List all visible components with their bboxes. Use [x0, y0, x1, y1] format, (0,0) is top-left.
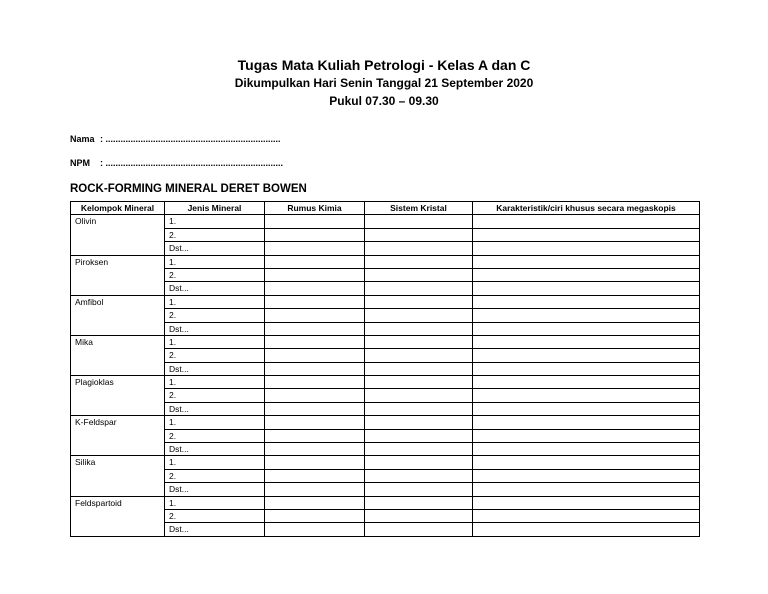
- table-row: [71, 335, 700, 348]
- sistem-kristal-cell[interactable]: [365, 523, 473, 536]
- jenis-mineral-cell[interactable]: 1.: [165, 295, 265, 308]
- jenis-mineral-cell[interactable]: 1.: [165, 496, 265, 509]
- rumus-kimia-cell[interactable]: [265, 309, 365, 322]
- npm-field: [70, 158, 283, 168]
- table-row: [71, 295, 700, 308]
- table-row: [71, 255, 700, 268]
- mineral-group-cell: [71, 523, 165, 536]
- rumus-kimia-cell[interactable]: [265, 456, 365, 469]
- mineral-group-cell: [71, 362, 165, 375]
- mineral-group-label: Piroksen: [71, 255, 165, 268]
- karakteristik-cell[interactable]: [473, 295, 700, 308]
- sistem-kristal-cell[interactable]: [365, 215, 473, 228]
- rumus-kimia-cell[interactable]: [265, 376, 365, 389]
- jenis-mineral-cell[interactable]: Dst...: [165, 362, 265, 375]
- sistem-kristal-cell[interactable]: [365, 309, 473, 322]
- sistem-kristal-cell[interactable]: [365, 496, 473, 509]
- table-row: [71, 309, 700, 322]
- name-field: [70, 134, 281, 144]
- jenis-mineral-cell[interactable]: 1.: [165, 416, 265, 429]
- npm-blank: : .......................................................................: [100, 158, 284, 168]
- header-kelompok-mineral: Kelompok Mineral: [71, 202, 165, 215]
- rumus-kimia-cell[interactable]: [265, 268, 365, 281]
- rumus-kimia-cell[interactable]: [265, 215, 365, 228]
- rumus-kimia-cell[interactable]: [265, 389, 365, 402]
- name-label: Nama: [70, 134, 95, 144]
- jenis-mineral-cell[interactable]: 2.: [165, 349, 265, 362]
- mineral-group-cell: [71, 509, 165, 522]
- sistem-kristal-cell[interactable]: [365, 295, 473, 308]
- sistem-kristal-cell[interactable]: [365, 416, 473, 429]
- karakteristik-cell[interactable]: [473, 389, 700, 402]
- karakteristik-cell[interactable]: [473, 335, 700, 348]
- table-row: [71, 389, 700, 402]
- karakteristik-cell[interactable]: [473, 255, 700, 268]
- sistem-kristal-cell[interactable]: [365, 242, 473, 255]
- mineral-group-label: Plagioklas: [71, 376, 165, 389]
- jenis-mineral-cell[interactable]: 2.: [165, 389, 265, 402]
- jenis-mineral-cell[interactable]: Dst...: [165, 483, 265, 496]
- table-row: [71, 456, 700, 469]
- mineral-group-cell: [71, 349, 165, 362]
- sistem-kristal-cell[interactable]: [365, 349, 473, 362]
- rumus-kimia-cell[interactable]: [265, 416, 365, 429]
- table-row: [71, 416, 700, 429]
- karakteristik-cell[interactable]: [473, 322, 700, 335]
- section-title: ROCK-FORMING MINERAL DERET BOWEN: [70, 183, 307, 195]
- jenis-mineral-cell[interactable]: 1.: [165, 215, 265, 228]
- mineral-group-cell: [71, 322, 165, 335]
- name-blank: : ......................................................................: [100, 134, 281, 144]
- mineral-group-cell: [71, 443, 165, 456]
- rumus-kimia-cell[interactable]: [265, 295, 365, 308]
- karakteristik-cell[interactable]: [473, 416, 700, 429]
- karakteristik-cell[interactable]: [473, 496, 700, 509]
- mineral-group-cell: [71, 429, 165, 442]
- table-row: [71, 429, 700, 442]
- header-jenis-mineral: Jenis Mineral: [165, 202, 265, 215]
- mineral-group-cell: [71, 309, 165, 322]
- npm-label: NPM: [70, 158, 90, 168]
- table-row: [71, 242, 700, 255]
- mineral-group-cell: [71, 483, 165, 496]
- sistem-kristal-cell[interactable]: [365, 456, 473, 469]
- jenis-mineral-cell[interactable]: 1.: [165, 255, 265, 268]
- mineral-group-label: Silika: [71, 456, 165, 469]
- mineral-group-label: Mika: [71, 335, 165, 348]
- rumus-kimia-cell[interactable]: [265, 322, 365, 335]
- sistem-kristal-cell[interactable]: [365, 362, 473, 375]
- rumus-kimia-cell[interactable]: [265, 483, 365, 496]
- table-row: [71, 215, 700, 228]
- sistem-kristal-cell[interactable]: [365, 228, 473, 241]
- karakteristik-cell[interactable]: [473, 228, 700, 241]
- rumus-kimia-cell[interactable]: [265, 362, 365, 375]
- table-row: [71, 483, 700, 496]
- jenis-mineral-cell[interactable]: 2.: [165, 268, 265, 281]
- karakteristik-cell[interactable]: [473, 523, 700, 536]
- header-sistem-kristal: Sistem Kristal: [365, 202, 473, 215]
- mineral-group-label: K-Feldspar: [71, 416, 165, 429]
- sistem-kristal-cell[interactable]: [365, 469, 473, 482]
- karakteristik-cell[interactable]: [473, 509, 700, 522]
- document-title: Tugas Mata Kuliah Petrologi - Kelas A dan C: [237, 57, 531, 73]
- sistem-kristal-cell[interactable]: [365, 376, 473, 389]
- mineral-group-label: Feldspartoid: [71, 496, 165, 509]
- karakteristik-cell[interactable]: [473, 469, 700, 482]
- mineral-group-cell: [71, 469, 165, 482]
- rumus-kimia-cell[interactable]: [265, 349, 365, 362]
- rumus-kimia-cell[interactable]: [265, 335, 365, 348]
- jenis-mineral-cell[interactable]: Dst...: [165, 242, 265, 255]
- document-subtitle: Dikumpulkan Hari Senin Tanggal 21 September 2020: [234, 76, 534, 90]
- jenis-mineral-cell[interactable]: Dst...: [165, 282, 265, 295]
- karakteristik-cell[interactable]: [473, 215, 700, 228]
- jenis-mineral-cell[interactable]: Dst...: [165, 322, 265, 335]
- table-row: [71, 496, 700, 509]
- mineral-table: [70, 201, 700, 537]
- jenis-mineral-cell[interactable]: 2.: [165, 309, 265, 322]
- table-row: [71, 282, 700, 295]
- rumus-kimia-cell[interactable]: [265, 443, 365, 456]
- document-time: Pukul 07.30 – 09.30: [329, 94, 439, 108]
- karakteristik-cell[interactable]: [473, 242, 700, 255]
- rumus-kimia-cell[interactable]: [265, 402, 365, 415]
- jenis-mineral-cell[interactable]: 2.: [165, 429, 265, 442]
- karakteristik-cell[interactable]: [473, 349, 700, 362]
- table-body: [71, 215, 700, 536]
- jenis-mineral-cell[interactable]: 1.: [165, 456, 265, 469]
- karakteristik-cell[interactable]: [473, 443, 700, 456]
- jenis-mineral-cell[interactable]: 2.: [165, 509, 265, 522]
- karakteristik-cell[interactable]: [473, 429, 700, 442]
- table-header-row: [71, 202, 700, 215]
- table-row: [71, 349, 700, 362]
- rumus-kimia-cell[interactable]: [265, 228, 365, 241]
- sistem-kristal-cell[interactable]: [365, 282, 473, 295]
- karakteristik-cell[interactable]: [473, 376, 700, 389]
- sistem-kristal-cell[interactable]: [365, 389, 473, 402]
- jenis-mineral-cell[interactable]: 1.: [165, 376, 265, 389]
- karakteristik-cell[interactable]: [473, 282, 700, 295]
- table-row: [71, 268, 700, 281]
- sistem-kristal-cell[interactable]: [365, 322, 473, 335]
- table-row: [71, 376, 700, 389]
- table-row: [71, 469, 700, 482]
- karakteristik-cell[interactable]: [473, 402, 700, 415]
- table-row: [71, 443, 700, 456]
- mineral-group-cell: [71, 268, 165, 281]
- jenis-mineral-cell[interactable]: Dst...: [165, 523, 265, 536]
- rumus-kimia-cell[interactable]: [265, 255, 365, 268]
- sistem-kristal-cell[interactable]: [365, 402, 473, 415]
- jenis-mineral-cell[interactable]: Dst...: [165, 402, 265, 415]
- table-row: [71, 523, 700, 536]
- sistem-kristal-cell[interactable]: [365, 443, 473, 456]
- mineral-group-cell: [71, 402, 165, 415]
- karakteristik-cell[interactable]: [473, 483, 700, 496]
- table-row: [71, 362, 700, 375]
- sistem-kristal-cell[interactable]: [365, 509, 473, 522]
- rumus-kimia-cell[interactable]: [265, 282, 365, 295]
- mineral-group-label: Olivin: [71, 215, 165, 228]
- sistem-kristal-cell[interactable]: [365, 268, 473, 281]
- karakteristik-cell[interactable]: [473, 268, 700, 281]
- jenis-mineral-cell[interactable]: 1.: [165, 335, 265, 348]
- karakteristik-cell[interactable]: [473, 362, 700, 375]
- karakteristik-cell[interactable]: [473, 309, 700, 322]
- rumus-kimia-cell[interactable]: [265, 242, 365, 255]
- jenis-mineral-cell[interactable]: 2.: [165, 228, 265, 241]
- rumus-kimia-cell[interactable]: [265, 469, 365, 482]
- mineral-group-label: Amfibol: [71, 295, 165, 308]
- jenis-mineral-cell[interactable]: Dst...: [165, 443, 265, 456]
- table-row: [71, 322, 700, 335]
- mineral-group-cell: [71, 228, 165, 241]
- rumus-kimia-cell[interactable]: [265, 509, 365, 522]
- karakteristik-cell[interactable]: [473, 456, 700, 469]
- header-rumus-kimia: Rumus Kimia: [265, 202, 365, 215]
- sistem-kristal-cell[interactable]: [365, 335, 473, 348]
- mineral-group-cell: [71, 282, 165, 295]
- rumus-kimia-cell[interactable]: [265, 429, 365, 442]
- table-row: [71, 402, 700, 415]
- rumus-kimia-cell[interactable]: [265, 523, 365, 536]
- sistem-kristal-cell[interactable]: [365, 483, 473, 496]
- table-row: [71, 509, 700, 522]
- table-row: [71, 228, 700, 241]
- jenis-mineral-cell[interactable]: 2.: [165, 469, 265, 482]
- mineral-group-cell: [71, 242, 165, 255]
- rumus-kimia-cell[interactable]: [265, 496, 365, 509]
- header-karakteristik: Karakteristik/ciri khusus secara megaskopis: [473, 202, 700, 215]
- mineral-group-cell: [71, 389, 165, 402]
- sistem-kristal-cell[interactable]: [365, 255, 473, 268]
- sistem-kristal-cell[interactable]: [365, 429, 473, 442]
